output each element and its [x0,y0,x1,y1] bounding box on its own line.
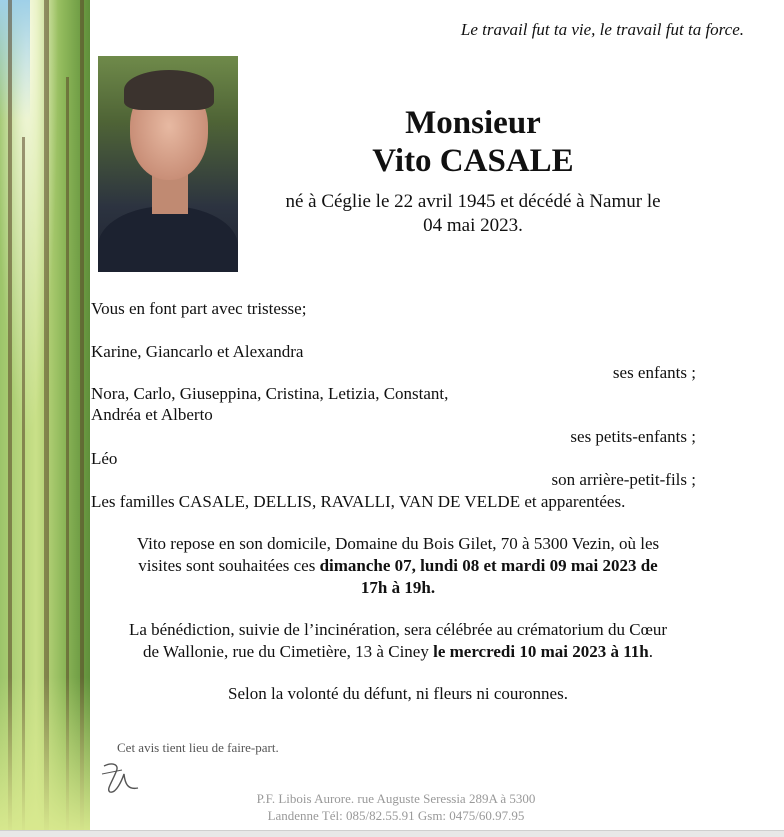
dates-line-2: 04 mai 2023. [423,215,523,236]
honorific: Monsieur [405,105,541,141]
footer-address: P.F. Libois Aurore. rue Auguste Seressia 289A à 5300 [256,791,536,806]
visitation-paragraph [98,533,698,599]
ceremony-line-1: La bénédiction, suivie de l’incinération, sera célébrée au crématorium du Cœur [128,620,668,639]
forest-ground-glow [0,677,90,837]
portrait-photo [98,56,238,272]
families-line: Les familles CASALE, DELLIS, RAVALLI, VAN DE VELDE et apparentées. [91,492,626,511]
no-flowers-wish: Selon la volonté du défunt, ni fleurs ni couronnes. [228,684,568,703]
footer-contact: Landenne Tél: 085/82.55.91 Gsm: 0475/60.97.95 [267,808,525,823]
grandchildren-role: ses petits-enfants ; [570,427,696,446]
visitation-hours: 17h à 19h. [360,578,436,597]
notice-note: Cet avis tient lieu de faire-part. [117,740,279,755]
great-grandchild-name: Léo [91,449,118,468]
great-grandchild-role: son arrière-petit-fils ; [551,470,696,489]
portrait-body [98,206,238,272]
ceremony-line-2-prefix: de Wallonie, rue du Cimetière, 13 à Ciney [143,642,434,661]
visitation-line-2 [98,555,698,577]
ceremony-datetime: le mercredi 10 mai 2023 à 11h [433,642,649,661]
name-header [250,104,696,238]
intro-text: Vous en font part avec tristesse; [91,299,307,318]
epigraph-quote: Le travail fut ta vie, le travail fut ta force. [460,20,744,39]
grandchildren-names-2: Andréa et Alberto [91,405,213,424]
children-names: Karine, Giancarlo et Alexandra [91,342,304,361]
forest-sky [0,0,30,120]
visitation-line-3 [98,577,698,599]
portrait-hair [124,70,214,110]
ceremony-paragraph [98,619,698,663]
deceased-name: Vito CASALE [372,143,574,179]
children-role: ses enfants ; [612,363,696,382]
ceremony-line-2 [98,641,698,663]
visitation-line-1: Vito repose en son domicile, Domaine du Bois Gilet, 70 à 5300 Vezin, où les [136,534,660,553]
bottom-scroll-edge [0,830,784,837]
visitation-line-2-prefix: visites sont souhaitées ces [138,556,320,575]
funeral-home-footer [200,790,592,824]
portrait-neck [152,174,188,214]
visitation-dates: dimanche 07, lundi 08 et mardi 09 mai 2023 de [319,556,658,575]
grandchildren-names-1: Nora, Carlo, Giuseppina, Cristina, Letizia, Constant, [91,384,449,403]
ceremony-line-2-suffix: . [648,642,653,661]
forest-background-image [0,0,90,837]
dates-line-1: né à Céglie le 22 avril 1945 et décédé à Namur le [285,191,661,212]
birth-death-dates [250,190,696,238]
funeral-home-logo-signature [98,760,142,796]
